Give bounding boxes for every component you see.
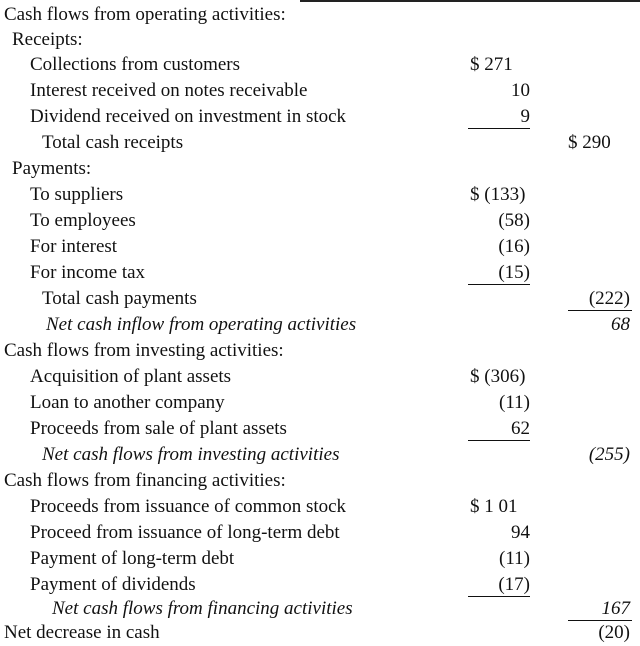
row-label: Net cash flows from investing activities: [42, 444, 340, 465]
col1-value: (16): [498, 236, 530, 257]
row-label: For income tax: [30, 262, 146, 283]
col1-value: $ (306): [470, 366, 526, 387]
section-header-financing: [0, 468, 640, 494]
col1-value: 94: [511, 522, 530, 543]
row-label: For interest: [30, 236, 118, 257]
row-label: To employees: [30, 210, 136, 231]
row-net-decrease-in-cash: [0, 620, 640, 646]
subtotal-underline: [468, 128, 530, 129]
row-to-suppliers: [0, 182, 640, 208]
row-label: Total cash receipts: [42, 132, 184, 153]
row-net-financing: [0, 596, 640, 622]
row-collections-from-customers: [0, 52, 640, 78]
col2-value: (20): [598, 622, 630, 643]
col1-value: 62: [511, 418, 530, 439]
col1-value: (11): [499, 392, 530, 413]
row-label: Acquisition of plant assets: [30, 366, 232, 387]
col2-value: (255): [588, 444, 630, 465]
col2-value: (222): [588, 288, 630, 309]
col1-value: (17): [498, 574, 530, 595]
row-interest-received: [0, 78, 640, 104]
row-net-investing: [0, 442, 640, 468]
row-label: Payment of dividends: [30, 574, 196, 595]
row-label: Net cash flows from financing activities: [52, 598, 353, 619]
subtotal-underline: [468, 440, 530, 441]
total-underline: [568, 310, 632, 311]
row-label: Collections from customers: [30, 54, 241, 75]
col2-value: 167: [601, 598, 630, 619]
col1-value: $ 1 01: [470, 496, 518, 517]
row-label: Proceeds from issuance of common stock: [30, 496, 347, 517]
row-total-cash-payments: [0, 286, 640, 312]
col1-value: $ 271: [470, 54, 513, 75]
row-label: Total cash payments: [42, 288, 197, 309]
col1-value: (11): [499, 548, 530, 569]
row-label: Net decrease in cash: [4, 622, 160, 643]
row-acquisition-plant-assets: [0, 364, 640, 390]
col1-value: 9: [520, 106, 530, 127]
row-payment-dividends: [0, 572, 640, 598]
row-label: Payments:: [12, 158, 92, 179]
col1-value: $ (133): [470, 184, 526, 205]
row-label: To suppliers: [30, 184, 124, 205]
row-label: Receipts:: [12, 29, 83, 50]
row-total-cash-receipts: [0, 130, 640, 156]
row-label: Loan to another company: [30, 392, 225, 413]
col1-value: 10: [511, 80, 530, 101]
col1-value: (15): [498, 262, 530, 283]
row-label: Cash flows from financing activities:: [4, 470, 286, 491]
row-to-employees: [0, 208, 640, 234]
row-loan-to-company: [0, 390, 640, 416]
row-label: Payment of long-term debt: [30, 548, 235, 569]
row-payment-long-term-debt: [0, 546, 640, 572]
col2-value: 68: [611, 314, 630, 335]
row-proceeds-sale-plant-assets: [0, 416, 640, 442]
row-dividend-received: [0, 104, 640, 130]
col1-value: (58): [498, 210, 530, 231]
row-net-operating: [0, 312, 640, 338]
row-issuance-long-term-debt: [0, 520, 640, 546]
row-label: Dividend received on investment in stock: [30, 106, 347, 127]
row-label: Cash flows from operating activities:: [4, 4, 286, 25]
row-label: Interest received on notes receivable: [30, 80, 308, 101]
row-label: Proceed from issuance of long-term debt: [30, 522, 340, 543]
row-issuance-common-stock: [0, 494, 640, 520]
row-label: Cash flows from investing activities:: [4, 340, 284, 361]
row-label: Net cash inflow from operating activities: [46, 314, 357, 335]
row-for-income-tax: [0, 260, 640, 286]
col2-value: $ 290: [568, 132, 611, 153]
subheader-payments: [0, 156, 640, 182]
section-header-investing: [0, 338, 640, 364]
subtotal-underline: [468, 284, 530, 285]
row-label: Proceeds from sale of plant assets: [30, 418, 287, 439]
subheader-receipts: [0, 27, 640, 53]
row-for-interest: [0, 234, 640, 260]
section-header-operating: [0, 2, 640, 28]
